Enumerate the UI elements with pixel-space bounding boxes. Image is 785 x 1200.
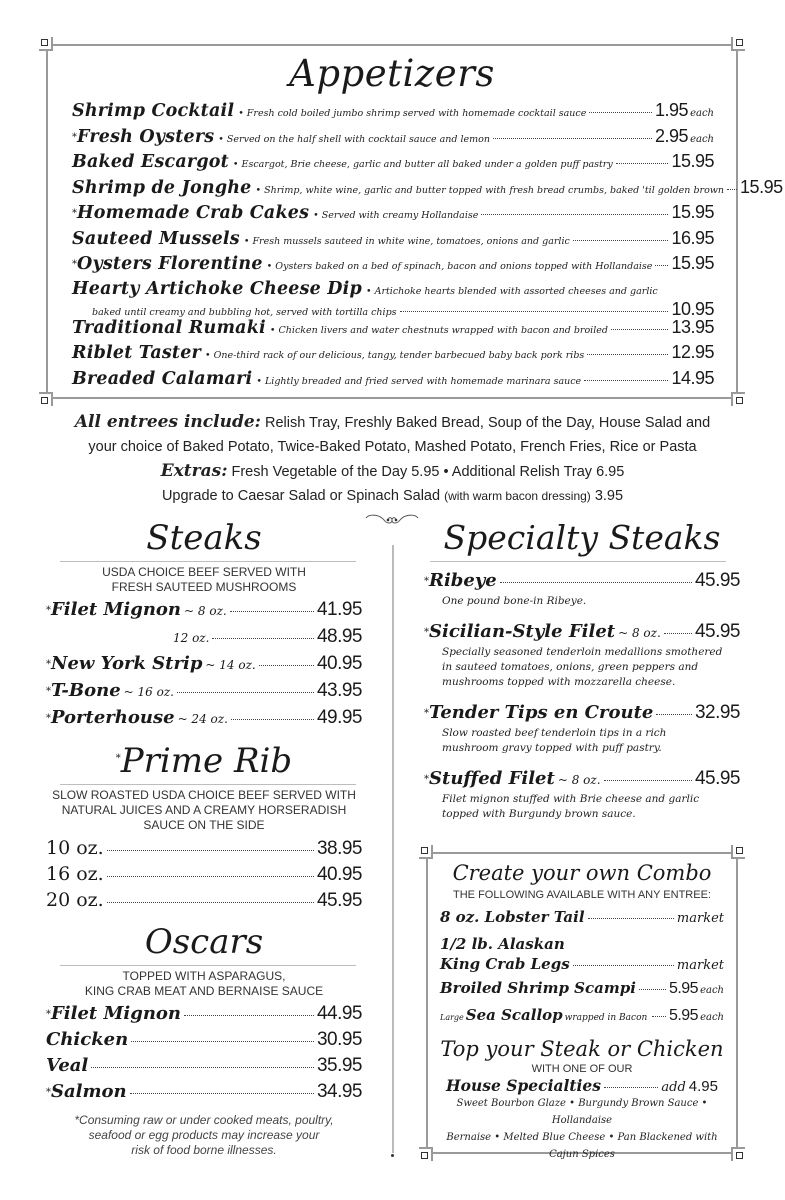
menu-item — [72, 317, 714, 343]
menu-item — [46, 680, 362, 707]
menu-item — [46, 1003, 362, 1029]
left-column — [46, 515, 362, 1158]
description-line: topped with Burgundy brown sauce. — [442, 808, 636, 820]
right-column — [424, 515, 740, 822]
house-specialties-price: 4.95 — [688, 1078, 718, 1095]
item-name: Broiled Shrimp Scampi — [440, 979, 636, 997]
dot-leader — [588, 918, 674, 919]
menu-item — [46, 707, 362, 734]
item-name: Sicilian-Style Filet — [429, 621, 616, 642]
top-your-steak-title: Top your Steak or Chicken — [440, 1037, 724, 1061]
disclaimer-line: seafood or egg products may increase your — [88, 1128, 320, 1142]
item-description: • One-third rack of our delicious, tangy, tender barbecued baby back pork ribs — [204, 350, 585, 361]
menu-item — [72, 253, 714, 279]
item-price: 15.95 — [671, 202, 714, 222]
menu-item — [424, 570, 740, 609]
appetizers-title: Appetizers — [289, 52, 495, 95]
item-price: 45.95 — [316, 890, 362, 911]
item-name: T-Bone — [51, 680, 121, 701]
dot-leader — [500, 582, 692, 583]
raw-warning-asterisk: * — [46, 713, 51, 724]
raw-warning-asterisk: * — [46, 1087, 51, 1098]
item-size: ~ 8 oz. — [618, 626, 661, 640]
subtitle-line: TOPPED WITH ASPARAGUS, — [122, 969, 286, 983]
prime-rib-list — [46, 837, 362, 915]
item-name: Oysters Florentine — [77, 254, 263, 274]
extras-text: Fresh Vegetable of the Day 5.95 • Additional Relish Tray 6.95 — [227, 464, 625, 480]
item-description: • Fresh cold boiled jumbo shrimp served with homemade cocktail sauce — [238, 108, 587, 119]
item-name: Chicken — [46, 1029, 129, 1050]
steaks-list — [46, 599, 362, 734]
description-line: in sauteed tomatoes, onions, green peppers and — [442, 661, 699, 673]
entree-includes — [0, 410, 785, 508]
raw-warning-asterisk: * — [46, 1009, 51, 1020]
sauce-line: Sweet Bourbon Glaze • Burgundy Brown Sauce • Hollandaise — [456, 1098, 708, 1126]
combo-item — [440, 1006, 724, 1033]
title-rule — [430, 561, 726, 562]
raw-warning-asterisk: * — [72, 259, 77, 270]
item-name: Ribeye — [429, 570, 497, 591]
item-size: ~ 24 oz. — [177, 712, 228, 726]
raw-warning-asterisk: * — [46, 686, 51, 697]
raw-warning-asterisk: * — [424, 774, 429, 785]
item-price: 2.95 — [655, 125, 689, 146]
menu-item — [46, 1081, 362, 1107]
price-unit: each — [700, 985, 724, 996]
item-description: • Lightly breaded and fried served with homemade marinara sauce — [256, 375, 582, 387]
title-rule — [60, 965, 356, 966]
item-price: 13.95 — [671, 316, 714, 337]
item-price: market — [676, 911, 724, 926]
item-price: 32.95 — [694, 702, 740, 723]
raw-warning-asterisk: * — [424, 576, 429, 587]
menu-item — [72, 176, 783, 203]
item-name: Breaded Calamari — [72, 368, 253, 389]
item-name: New York Strip — [51, 653, 203, 674]
menu-item — [72, 279, 714, 317]
item-price: 35.95 — [316, 1055, 362, 1076]
oscars-title: Oscars — [144, 922, 264, 962]
description-line: mushrooms topped with mozzarella cheese. — [442, 676, 676, 688]
item-name: Homemade Crab Cakes — [77, 203, 310, 223]
appetizers-list — [72, 100, 783, 393]
frame-corner-ornament — [39, 37, 53, 51]
item-price: 5.95 — [668, 1007, 699, 1024]
item-description-continued: baked until creamy and bubbling hot, served with tortilla chips — [92, 306, 397, 318]
description-line: Specially seasoned tenderloin medallions smothered — [442, 646, 723, 658]
frame-corner-ornament — [419, 845, 433, 859]
dot-leader — [584, 380, 668, 381]
specialty-steaks-title: Specialty Steaks — [443, 518, 721, 557]
item-price: 15.95 — [671, 253, 714, 273]
subtitle-line: NATURAL JUICES AND A CREAMY HORSERADISH — [61, 803, 347, 817]
item-price: 41.95 — [316, 599, 362, 620]
menu-item — [424, 621, 740, 690]
menu-item — [72, 126, 714, 152]
disclaimer-line: *Consuming raw or under cooked meats, poultry, — [74, 1113, 334, 1127]
dot-leader — [616, 163, 669, 164]
menu-item — [46, 599, 362, 626]
oscars-subtitle — [46, 969, 362, 999]
prime-rib-subtitle — [46, 788, 362, 833]
subtitle-line: SAUCE ON THE SIDE — [143, 818, 265, 832]
house-specialties-label: House Specialties — [446, 1076, 602, 1095]
item-name: Filet Mignon — [51, 1003, 182, 1024]
frame-corner-ornament — [419, 1147, 433, 1161]
subtitle-line: USDA CHOICE BEEF SERVED WITH — [102, 565, 306, 579]
subtitle-line: FRESH SAUTEED MUSHROOMS — [111, 580, 297, 594]
combo-title: Create your own Combo — [452, 861, 712, 885]
food-safety-disclaimer — [46, 1113, 362, 1158]
item-name: Salmon — [51, 1081, 127, 1102]
menu-item — [424, 702, 740, 756]
item-prefix: Large — [440, 1013, 464, 1022]
item-description: • Escargot, Brie cheese, garlic and butter all baked under a golden puff pastry — [232, 159, 613, 170]
item-name: Veal — [46, 1055, 89, 1076]
flourish-ornament-icon — [362, 512, 422, 528]
prime-rib-title-text: Prime Rib — [120, 741, 293, 781]
dot-leader — [107, 902, 314, 903]
dot-leader — [639, 989, 666, 990]
item-price: 40.95 — [316, 653, 362, 674]
item-price: 48.95 — [316, 626, 362, 647]
sauce-line: Bernaise • Melted Blue Cheese • Pan Blackened with Cajun Spices — [446, 1132, 718, 1160]
item-name: 1/2 lb. Alaskan — [440, 935, 565, 953]
upgrade-note: (with warm bacon dressing) — [444, 489, 591, 503]
description-line: mushroom gravy topped with puff pastry. — [442, 742, 662, 754]
item-price: 15.95 — [671, 151, 714, 171]
upgrade-price: 3.95 — [590, 488, 624, 504]
includes-text: Relish Tray, Freshly Baked Bread, Soup of the Day, House Salad and — [260, 415, 711, 431]
title-rule — [60, 561, 356, 562]
menu-item — [46, 863, 362, 889]
frame-corner-ornament — [731, 1147, 745, 1161]
item-price: 38.95 — [316, 838, 362, 859]
price-unit: each — [700, 1012, 724, 1023]
dot-leader — [652, 1016, 666, 1017]
prime-rib-title — [46, 738, 362, 784]
dot-leader — [212, 638, 314, 639]
item-price: 43.95 — [316, 680, 362, 701]
item-price: market — [676, 958, 724, 973]
menu-item — [46, 1055, 362, 1081]
dot-leader — [573, 965, 674, 966]
description-line: Slow roasted beef tenderloin tips in a rich — [442, 727, 667, 739]
dot-leader — [655, 265, 668, 266]
combo-item — [440, 979, 724, 1006]
item-description: • Served with creamy Hollandaise — [313, 210, 479, 221]
dot-leader — [131, 1041, 314, 1042]
item-size: 16 oz. — [46, 863, 104, 885]
item-price: 45.95 — [694, 570, 740, 591]
title-rule — [60, 784, 356, 785]
dot-leader — [587, 354, 668, 355]
item-name: 8 oz. Lobster Tail — [440, 908, 585, 926]
item-name: Shrimp de Jonghe — [72, 177, 252, 198]
price-unit: each — [690, 133, 714, 145]
frame-corner-ornament — [731, 845, 745, 859]
combo-item — [440, 935, 724, 979]
upgrade-line — [0, 484, 785, 508]
add-label: add — [661, 1080, 686, 1095]
menu-item — [46, 626, 362, 653]
menu-item — [46, 653, 362, 680]
item-name: Filet Mignon — [51, 599, 182, 620]
frame-corner-ornament — [39, 392, 53, 406]
dot-leader — [107, 850, 314, 851]
sauce-options — [440, 1095, 724, 1163]
menu-item — [72, 368, 714, 394]
raw-warning-asterisk: * — [72, 208, 77, 219]
item-price: 34.95 — [316, 1081, 362, 1102]
dot-leader — [604, 1087, 658, 1088]
item-size: ~ 8 oz. — [557, 773, 601, 787]
column-divider — [392, 545, 394, 1153]
raw-warning-asterisk: * — [46, 659, 51, 670]
house-specialties-row — [440, 1076, 724, 1095]
price-unit: each — [690, 108, 714, 119]
item-price: 16.95 — [671, 227, 714, 248]
subtitle-line: SLOW ROASTED USDA CHOICE BEEF SERVED WITH — [52, 788, 356, 802]
item-size: ~ 14 oz. — [205, 658, 256, 672]
item-description: • Artichoke hearts blended with assorted cheeses and garlic — [365, 285, 658, 297]
oscars-list — [46, 1003, 362, 1107]
menu-item — [72, 151, 714, 177]
appetizers-section — [46, 44, 783, 399]
item-description: • Shrimp, white wine, garlic and butter topped with fresh bread crumbs, baked 'til golden brown — [255, 184, 725, 196]
extras-line — [0, 459, 785, 484]
item-name: Hearty Artichoke Cheese Dip — [72, 278, 362, 299]
item-name: Riblet Taster — [72, 343, 201, 363]
dot-leader — [604, 780, 692, 781]
upgrade-text: Upgrade to Caesar Salad or Spinach Salad — [161, 488, 445, 504]
menu-item — [72, 342, 714, 368]
dot-leader — [611, 329, 668, 330]
item-price: 15.95 — [740, 176, 783, 197]
disclaimer-line: risk of food borne illnesses. — [131, 1143, 277, 1157]
item-name: Sauteed Mussels — [72, 228, 240, 249]
dot-leader — [656, 714, 692, 715]
dot-leader — [727, 189, 737, 190]
dot-leader — [177, 692, 314, 693]
includes-lead: All entrees include: — [74, 412, 261, 432]
raw-warning-asterisk: * — [424, 708, 429, 719]
combo-subtitle: THE FOLLOWING AVAILABLE WITH ANY ENTREE: — [453, 889, 711, 901]
item-name: Shrimp Cocktail — [72, 101, 235, 121]
menu-item — [424, 768, 740, 822]
item-price: 49.95 — [316, 707, 362, 728]
dot-leader — [493, 138, 652, 139]
menu-item — [72, 228, 714, 254]
item-price: 12.95 — [671, 342, 714, 362]
item-price: 44.95 — [316, 1003, 362, 1024]
raw-warning-asterisk: * — [115, 753, 121, 764]
item-name: Baked Escargot — [72, 152, 229, 172]
item-description: • Oysters baked on a bed of spinach, bacon and onions topped with Hollandaise — [266, 261, 653, 272]
item-size: 20 oz. — [46, 889, 104, 911]
item-description — [424, 792, 740, 822]
item-price: 14.95 — [671, 367, 714, 388]
item-size: ~ 8 oz. — [184, 604, 227, 618]
item-name: Tender Tips en Croute — [429, 702, 654, 723]
item-description — [424, 645, 740, 690]
menu-item — [46, 889, 362, 915]
top-your-steak-subtitle: WITH ONE OF OUR — [531, 1063, 633, 1075]
item-name-continued: King Crab Legs — [440, 955, 570, 973]
dot-leader — [400, 311, 669, 312]
raw-warning-asterisk: * — [72, 131, 77, 143]
raw-warning-asterisk: * — [424, 627, 429, 638]
includes-line-1 — [0, 410, 785, 435]
combo-list — [440, 908, 724, 1033]
item-name: Traditional Rumaki — [72, 317, 266, 338]
item-description: • Served on the half shell with cocktail sauce and lemon — [218, 133, 491, 145]
frame-corner-ornament — [731, 37, 745, 51]
item-name: Porterhouse — [51, 707, 175, 728]
combo-item — [440, 908, 724, 935]
item-size: ~ 16 oz. — [123, 685, 174, 699]
item-name: Fresh Oysters — [77, 126, 215, 147]
item-price: 40.95 — [316, 864, 362, 885]
item-description: • Chicken livers and water chestnuts wrapped with bacon and broiled — [269, 324, 608, 336]
description-line: One pound bone-in Ribeye. — [442, 595, 587, 607]
description-line: Filet mignon stuffed with Brie cheese and garlic — [442, 793, 700, 805]
item-price: 5.95 — [668, 980, 699, 997]
menu-item — [46, 837, 362, 863]
dot-leader — [573, 240, 669, 241]
subtitle-line: KING CRAB MEAT AND BERNAISE SAUCE — [84, 984, 324, 998]
item-description — [424, 594, 740, 609]
item-name: Sea Scallop — [465, 1006, 563, 1024]
item-price: 30.95 — [316, 1029, 362, 1050]
item-price: 45.95 — [694, 621, 740, 642]
dot-leader — [230, 611, 314, 612]
steaks-title: Steaks — [146, 518, 262, 558]
item-price: 1.95 — [655, 100, 689, 120]
dot-leader — [130, 1093, 314, 1094]
item-size: 12 oz. — [173, 631, 210, 645]
item-price: 10.95 — [671, 298, 714, 319]
item-description — [424, 726, 740, 756]
item-size: 10 oz. — [46, 837, 104, 859]
menu-item — [72, 100, 714, 126]
item-description: • Fresh mussels sauteed in white wine, tomatoes, onions and garlic — [243, 235, 570, 247]
combo-section — [426, 852, 738, 1160]
dot-leader — [664, 633, 692, 634]
dot-leader — [231, 719, 314, 720]
extras-lead: Extras: — [160, 461, 228, 481]
includes-line-2: your choice of Baked Potato, Twice-Baked Potato, Mashed Potato, French Fries, Rice or Pasta — [88, 439, 697, 455]
dot-leader — [91, 1067, 314, 1068]
dot-leader — [589, 112, 652, 113]
dot-leader — [259, 665, 314, 666]
menu-item — [46, 1029, 362, 1055]
item-name: Stuffed Filet — [429, 768, 555, 789]
dot-leader — [107, 876, 314, 877]
item-suffix: wrapped in Bacon — [564, 1013, 648, 1023]
raw-warning-asterisk: * — [46, 605, 51, 616]
item-price: 45.95 — [694, 768, 740, 789]
steaks-subtitle — [46, 565, 362, 595]
menu-item — [72, 202, 714, 228]
dot-leader — [184, 1015, 314, 1016]
dot-leader — [481, 214, 668, 215]
frame-corner-ornament — [731, 392, 745, 406]
